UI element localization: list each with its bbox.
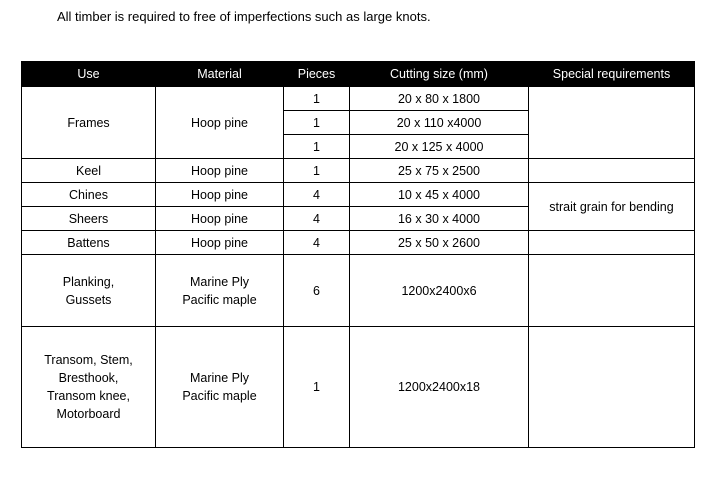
cutting-size-cell: 25 x 75 x 2500 [350, 159, 529, 183]
cutting-size-cell: 20 x 80 x 1800 [350, 87, 529, 111]
table-row [22, 87, 695, 111]
material-cell: Hoop pine [156, 207, 284, 231]
special-requirements-cell [529, 327, 695, 448]
cutting-size-cell: 16 x 30 x 4000 [350, 207, 529, 231]
cutting-size-cell: 25 x 50 x 2600 [350, 231, 529, 255]
pieces-cell: 6 [284, 255, 350, 327]
special-requirements-cell [529, 159, 695, 183]
use-cell: Sheers [22, 207, 156, 231]
table-row [22, 159, 695, 183]
pieces-cell: 1 [284, 135, 350, 159]
header-special-requirements: Special requirements [529, 62, 695, 87]
material-cell: Marine Ply Pacific maple [156, 255, 284, 327]
pieces-cell: 4 [284, 207, 350, 231]
special-requirements-cell [529, 231, 695, 255]
header-pieces: Pieces [284, 62, 350, 87]
special-requirements-cell [529, 87, 695, 159]
pieces-cell: 1 [284, 327, 350, 448]
pieces-cell: 1 [284, 111, 350, 135]
material-cell: Hoop pine [156, 183, 284, 207]
header-row [22, 62, 695, 87]
use-cell: Chines [22, 183, 156, 207]
cutting-size-cell: 10 x 45 x 4000 [350, 183, 529, 207]
use-cell: Keel [22, 159, 156, 183]
use-cell: Battens [22, 231, 156, 255]
pieces-cell: 4 [284, 231, 350, 255]
material-cell: Hoop pine [156, 159, 284, 183]
table-row [22, 183, 695, 207]
cutting-size-cell: 20 x 125 x 4000 [350, 135, 529, 159]
table-row [22, 231, 695, 255]
material-cell: Marine Ply Pacific maple [156, 327, 284, 448]
header-material: Material [156, 62, 284, 87]
special-requirements-cell [529, 255, 695, 327]
material-cell: Hoop pine [156, 231, 284, 255]
header-cutting-size: Cutting size (mm) [350, 62, 529, 87]
special-requirements-cell: strait grain for bending [529, 183, 695, 231]
cutting-size-cell: 20 x 110 x4000 [350, 111, 529, 135]
intro-note: All timber is required to free of imperfections such as large knots. [57, 9, 431, 24]
pieces-cell: 4 [284, 183, 350, 207]
use-cell: Frames [22, 87, 156, 159]
cutting-size-cell: 1200x2400x6 [350, 255, 529, 327]
use-cell: Planking, Gussets [22, 255, 156, 327]
pieces-cell: 1 [284, 159, 350, 183]
table-row [22, 327, 695, 448]
use-cell: Transom, Stem, Bresthook, Transom knee, Motorboard [22, 327, 156, 448]
header-use: Use [22, 62, 156, 87]
table-row [22, 255, 695, 327]
cutting-size-cell: 1200x2400x18 [350, 327, 529, 448]
timber-table [21, 61, 695, 448]
pieces-cell: 1 [284, 87, 350, 111]
material-cell: Hoop pine [156, 87, 284, 159]
